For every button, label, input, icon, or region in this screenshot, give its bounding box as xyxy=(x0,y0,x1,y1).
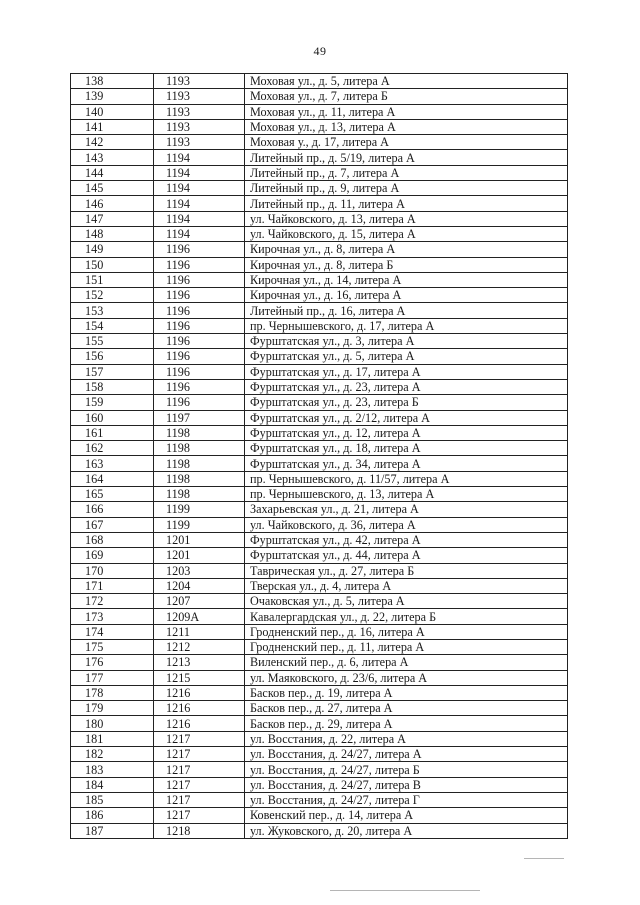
address-cell: Кирочная ул., д. 8, литера А xyxy=(245,242,568,257)
row-number-cell: 180 xyxy=(71,716,154,731)
row-number-cell: 185 xyxy=(71,792,154,807)
block-code-cell: 1217 xyxy=(154,762,245,777)
row-number-cell: 166 xyxy=(71,502,154,517)
table-row xyxy=(71,272,568,287)
row-number-cell: 184 xyxy=(71,777,154,792)
table-row xyxy=(71,441,568,456)
address-cell: Литейный пр., д. 5/19, литера А xyxy=(245,150,568,165)
address-cell: Очаковская ул., д. 5, литера А xyxy=(245,594,568,609)
table-row xyxy=(71,242,568,257)
address-cell: ул. Маяковского, д. 23/6, литера А xyxy=(245,670,568,685)
address-cell: Ковенский пер., д. 14, литера А xyxy=(245,808,568,823)
table-row xyxy=(71,288,568,303)
block-code-cell: 1213 xyxy=(154,655,245,670)
row-number-cell: 146 xyxy=(71,196,154,211)
row-number-cell: 141 xyxy=(71,119,154,134)
row-number-cell: 181 xyxy=(71,731,154,746)
address-cell: пр. Чернышевского, д. 11/57, литера А xyxy=(245,471,568,486)
block-code-cell: 1198 xyxy=(154,425,245,440)
block-code-cell: 1194 xyxy=(154,165,245,180)
address-cell: ул. Восстания, д. 22, литера А xyxy=(245,731,568,746)
row-number-cell: 148 xyxy=(71,226,154,241)
row-number-cell: 162 xyxy=(71,441,154,456)
block-code-cell: 1199 xyxy=(154,502,245,517)
block-code-cell: 1217 xyxy=(154,731,245,746)
block-code-cell: 1196 xyxy=(154,257,245,272)
address-cell: Фурштатская ул., д. 18, литера А xyxy=(245,441,568,456)
address-cell: ул. Чайковского, д. 36, литера А xyxy=(245,517,568,532)
block-code-cell: 1199 xyxy=(154,517,245,532)
address-cell: Гродненский пер., д. 16, литера А xyxy=(245,624,568,639)
address-cell: Басков пер., д. 29, литера А xyxy=(245,716,568,731)
address-cell: Фурштатская ул., д. 44, литера А xyxy=(245,548,568,563)
address-cell: Таврическая ул., д. 27, литера Б xyxy=(245,563,568,578)
row-number-cell: 171 xyxy=(71,578,154,593)
address-cell: пр. Чернышевского, д. 17, литера А xyxy=(245,318,568,333)
row-number-cell: 175 xyxy=(71,639,154,654)
row-number-cell: 138 xyxy=(71,74,154,89)
table-row xyxy=(71,119,568,134)
address-cell: Кавалергардская ул., д. 22, литера Б xyxy=(245,609,568,624)
table-row xyxy=(71,379,568,394)
block-code-cell: 1196 xyxy=(154,334,245,349)
table-row xyxy=(71,395,568,410)
address-cell: ул. Чайковского, д. 13, литера А xyxy=(245,211,568,226)
block-code-cell: 1209А xyxy=(154,609,245,624)
block-code-cell: 1217 xyxy=(154,808,245,823)
block-code-cell: 1201 xyxy=(154,532,245,547)
block-code-cell: 1196 xyxy=(154,303,245,318)
table-row xyxy=(71,487,568,502)
table-row xyxy=(71,762,568,777)
address-cell: ул. Жуковского, д. 20, литера А xyxy=(245,823,568,838)
row-number-cell: 167 xyxy=(71,517,154,532)
block-code-cell: 1196 xyxy=(154,379,245,394)
address-cell: Литейный пр., д. 11, литера А xyxy=(245,196,568,211)
block-code-cell: 1198 xyxy=(154,456,245,471)
address-cell: Захарьевская ул., д. 21, литера А xyxy=(245,502,568,517)
scan-artifact-line xyxy=(330,890,480,891)
block-code-cell: 1196 xyxy=(154,272,245,287)
block-code-cell: 1217 xyxy=(154,747,245,762)
table-row xyxy=(71,303,568,318)
block-code-cell: 1194 xyxy=(154,150,245,165)
address-cell: Кирочная ул., д. 16, литера А xyxy=(245,288,568,303)
table-row xyxy=(71,578,568,593)
table-row xyxy=(71,318,568,333)
address-cell: Фурштатская ул., д. 34, литера А xyxy=(245,456,568,471)
address-cell: Кирочная ул., д. 14, литера А xyxy=(245,272,568,287)
block-code-cell: 1196 xyxy=(154,242,245,257)
address-cell: Моховая ул., д. 7, литера Б xyxy=(245,89,568,104)
address-cell: Фурштатская ул., д. 3, литера А xyxy=(245,334,568,349)
table-row xyxy=(71,502,568,517)
row-number-cell: 178 xyxy=(71,685,154,700)
table-row xyxy=(71,257,568,272)
row-number-cell: 179 xyxy=(71,701,154,716)
row-number-cell: 187 xyxy=(71,823,154,838)
row-number-cell: 161 xyxy=(71,425,154,440)
block-code-cell: 1198 xyxy=(154,441,245,456)
block-code-cell: 1198 xyxy=(154,471,245,486)
row-number-cell: 159 xyxy=(71,395,154,410)
address-cell: Басков пер., д. 19, литера А xyxy=(245,685,568,700)
block-code-cell: 1193 xyxy=(154,119,245,134)
block-code-cell: 1203 xyxy=(154,563,245,578)
block-code-cell: 1217 xyxy=(154,777,245,792)
address-cell: ул. Чайковского, д. 15, литера А xyxy=(245,226,568,241)
table-row xyxy=(71,150,568,165)
address-cell: Кирочная ул., д. 8, литера Б xyxy=(245,257,568,272)
table-row xyxy=(71,89,568,104)
block-code-cell: 1194 xyxy=(154,196,245,211)
block-code-cell: 1196 xyxy=(154,318,245,333)
table-row xyxy=(71,334,568,349)
block-code-cell: 1193 xyxy=(154,89,245,104)
row-number-cell: 158 xyxy=(71,379,154,394)
table-row xyxy=(71,609,568,624)
table-row xyxy=(71,181,568,196)
row-number-cell: 156 xyxy=(71,349,154,364)
table-row xyxy=(71,548,568,563)
row-number-cell: 174 xyxy=(71,624,154,639)
row-number-cell: 173 xyxy=(71,609,154,624)
address-cell: Фурштатская ул., д. 42, литера А xyxy=(245,532,568,547)
table-row xyxy=(71,624,568,639)
row-number-cell: 172 xyxy=(71,594,154,609)
table-row xyxy=(71,685,568,700)
address-cell: Фурштатская ул., д. 17, литера А xyxy=(245,364,568,379)
block-code-cell: 1215 xyxy=(154,670,245,685)
table-row xyxy=(71,747,568,762)
address-cell: Гродненский пер., д. 11, литера А xyxy=(245,639,568,654)
table-row xyxy=(71,456,568,471)
table-row xyxy=(71,655,568,670)
row-number-cell: 147 xyxy=(71,211,154,226)
table-row xyxy=(71,731,568,746)
table-row xyxy=(71,74,568,89)
table-row xyxy=(71,532,568,547)
block-code-cell: 1196 xyxy=(154,288,245,303)
table-row xyxy=(71,349,568,364)
row-number-cell: 186 xyxy=(71,808,154,823)
address-cell: Фурштатская ул., д. 2/12, литера А xyxy=(245,410,568,425)
block-code-cell: 1207 xyxy=(154,594,245,609)
address-cell: Фурштатская ул., д. 23, литера А xyxy=(245,379,568,394)
row-number-cell: 150 xyxy=(71,257,154,272)
block-code-cell: 1211 xyxy=(154,624,245,639)
table-row xyxy=(71,823,568,838)
address-cell: пр. Чернышевского, д. 13, литера А xyxy=(245,487,568,502)
row-number-cell: 163 xyxy=(71,456,154,471)
row-number-cell: 153 xyxy=(71,303,154,318)
address-cell: Моховая ул., д. 5, литера А xyxy=(245,74,568,89)
row-number-cell: 157 xyxy=(71,364,154,379)
block-code-cell: 1218 xyxy=(154,823,245,838)
block-code-cell: 1212 xyxy=(154,639,245,654)
address-cell: Литейный пр., д. 7, литера А xyxy=(245,165,568,180)
table-row xyxy=(71,670,568,685)
block-code-cell: 1197 xyxy=(154,410,245,425)
table-row xyxy=(71,716,568,731)
table-row xyxy=(71,104,568,119)
row-number-cell: 149 xyxy=(71,242,154,257)
block-code-cell: 1193 xyxy=(154,74,245,89)
block-code-cell: 1204 xyxy=(154,578,245,593)
table-row xyxy=(71,701,568,716)
block-code-cell: 1216 xyxy=(154,685,245,700)
address-register-table xyxy=(70,73,568,839)
address-cell: Басков пер., д. 27, литера А xyxy=(245,701,568,716)
block-code-cell: 1196 xyxy=(154,395,245,410)
row-number-cell: 160 xyxy=(71,410,154,425)
table-row xyxy=(71,594,568,609)
address-cell: Виленский пер., д. 6, литера А xyxy=(245,655,568,670)
row-number-cell: 142 xyxy=(71,135,154,150)
table-row xyxy=(71,639,568,654)
table-row xyxy=(71,196,568,211)
row-number-cell: 177 xyxy=(71,670,154,685)
table-row xyxy=(71,471,568,486)
table-row xyxy=(71,211,568,226)
block-code-cell: 1196 xyxy=(154,349,245,364)
block-code-cell: 1193 xyxy=(154,104,245,119)
row-number-cell: 168 xyxy=(71,532,154,547)
address-cell: Литейный пр., д. 16, литера А xyxy=(245,303,568,318)
table-row xyxy=(71,517,568,532)
row-number-cell: 169 xyxy=(71,548,154,563)
table-row xyxy=(71,792,568,807)
address-cell: ул. Восстания, д. 24/27, литера А xyxy=(245,747,568,762)
row-number-cell: 182 xyxy=(71,747,154,762)
scan-artifact-line xyxy=(524,858,564,859)
row-number-cell: 176 xyxy=(71,655,154,670)
row-number-cell: 164 xyxy=(71,471,154,486)
row-number-cell: 151 xyxy=(71,272,154,287)
row-number-cell: 145 xyxy=(71,181,154,196)
page-number: 49 xyxy=(313,44,327,58)
table-row xyxy=(71,425,568,440)
row-number-cell: 143 xyxy=(71,150,154,165)
block-code-cell: 1196 xyxy=(154,364,245,379)
address-cell: Тверская ул., д. 4, литера А xyxy=(245,578,568,593)
block-code-cell: 1217 xyxy=(154,792,245,807)
block-code-cell: 1216 xyxy=(154,716,245,731)
address-cell: Моховая ул., д. 13, литера А xyxy=(245,119,568,134)
row-number-cell: 139 xyxy=(71,89,154,104)
row-number-cell: 155 xyxy=(71,334,154,349)
block-code-cell: 1194 xyxy=(154,181,245,196)
row-number-cell: 144 xyxy=(71,165,154,180)
address-cell: Моховая ул., д. 11, литера А xyxy=(245,104,568,119)
row-number-cell: 165 xyxy=(71,487,154,502)
row-number-cell: 140 xyxy=(71,104,154,119)
table-row xyxy=(71,135,568,150)
block-code-cell: 1193 xyxy=(154,135,245,150)
address-cell: Фурштатская ул., д. 12, литера А xyxy=(245,425,568,440)
table-row xyxy=(71,410,568,425)
block-code-cell: 1198 xyxy=(154,487,245,502)
address-cell: Фурштатская ул., д. 23, литера Б xyxy=(245,395,568,410)
row-number-cell: 152 xyxy=(71,288,154,303)
address-cell: ул. Восстания, д. 24/27, литера В xyxy=(245,777,568,792)
register-body xyxy=(71,74,568,839)
table-row xyxy=(71,777,568,792)
table-row xyxy=(71,226,568,241)
row-number-cell: 154 xyxy=(71,318,154,333)
address-cell: ул. Восстания, д. 24/27, литера Г xyxy=(245,792,568,807)
block-code-cell: 1194 xyxy=(154,211,245,226)
table-row xyxy=(71,364,568,379)
address-cell: ул. Восстания, д. 24/27, литера Б xyxy=(245,762,568,777)
block-code-cell: 1194 xyxy=(154,226,245,241)
table-row xyxy=(71,165,568,180)
address-cell: Фурштатская ул., д. 5, литера А xyxy=(245,349,568,364)
block-code-cell: 1216 xyxy=(154,701,245,716)
table-row xyxy=(71,808,568,823)
address-cell: Литейный пр., д. 9, литера А xyxy=(245,181,568,196)
row-number-cell: 170 xyxy=(71,563,154,578)
block-code-cell: 1201 xyxy=(154,548,245,563)
row-number-cell: 183 xyxy=(71,762,154,777)
address-cell: Моховая у., д. 17, литера А xyxy=(245,135,568,150)
table-row xyxy=(71,563,568,578)
